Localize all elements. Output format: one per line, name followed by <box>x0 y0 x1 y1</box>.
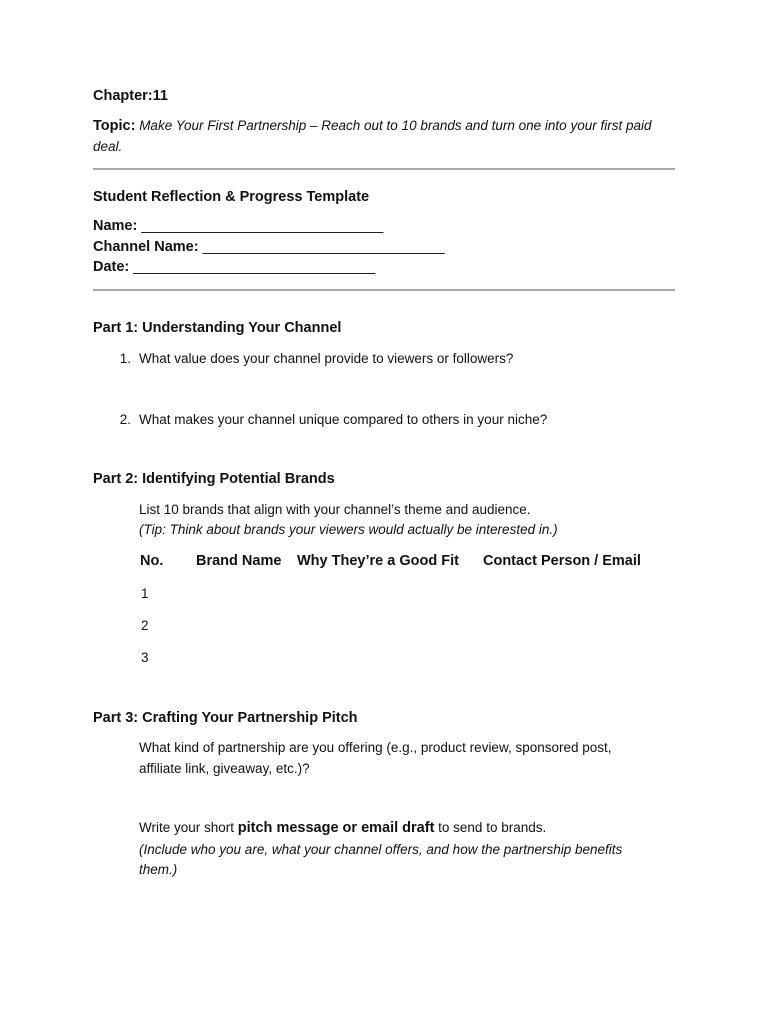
topic-label: Topic: <box>93 118 136 134</box>
name-field <box>93 218 383 234</box>
divider-top <box>93 168 675 170</box>
part2-title: Part 2: Identifying Potential Brands <box>93 471 335 487</box>
topic-line-1 <box>93 118 651 134</box>
table-header-contact: Contact Person / Email <box>483 553 641 569</box>
date-field-label: Date: <box>93 259 130 275</box>
pitch-text-post: to send to brands. <box>434 820 547 835</box>
part3-question-2 <box>139 820 546 836</box>
table-row-number: 1 <box>141 586 149 601</box>
part3-question-1-line-1: What kind of partnership are you offering (e.g., product review, sponsored post, <box>139 740 612 755</box>
pitch-text-pre: Write your short <box>139 820 238 835</box>
question-number: 2. <box>119 412 131 427</box>
part2-instruction: List 10 brands that align with your channel’s theme and audience. <box>139 502 531 517</box>
table-header-good-fit: Why They’re a Good Fit <box>297 553 459 569</box>
name-field-blank: ______________________________ <box>141 218 384 234</box>
table-header-brand-name: Brand Name <box>196 553 282 569</box>
part3-question-1-line-2: affiliate link, giveaway, etc.)? <box>139 761 310 776</box>
pitch-text-bold: pitch message or email draft <box>237 820 435 836</box>
part3-note-line-1: (Include who you are, what your channel offers, and how the partnership benefits <box>139 842 623 857</box>
part1-question-1 <box>107 351 513 366</box>
name-field-label: Name: <box>93 218 138 234</box>
channel-name-field-blank: ______________________________ <box>202 239 445 255</box>
question-text: What makes your channel unique compared to others in your niche? <box>139 412 548 427</box>
part2-tip: (Tip: Think about brands your viewers would actually be interested in.) <box>139 522 558 537</box>
template-title: Student Reflection & Progress Template <box>93 189 370 205</box>
question-text: What value does your channel provide to viewers or followers? <box>139 351 514 366</box>
question-number: 1. <box>119 351 131 366</box>
table-header-no: No. <box>140 553 164 569</box>
part1-question-2 <box>107 412 547 427</box>
table-row-number: 2 <box>141 618 149 633</box>
divider-middle <box>93 289 675 291</box>
date-field-blank: ______________________________ <box>133 259 376 275</box>
table-row-number: 3 <box>141 650 149 665</box>
channel-name-field-label: Channel Name: <box>93 239 199 255</box>
part3-note-line-2: them.) <box>139 862 178 877</box>
date-field <box>93 259 375 275</box>
part3-title: Part 3: Crafting Your Partnership Pitch <box>93 710 358 726</box>
part1-title: Part 1: Understanding Your Channel <box>93 320 342 336</box>
channel-name-field <box>93 239 445 255</box>
topic-text-line-1: Make Your First Partnership – Reach out to 10 brands and turn one into your first paid <box>139 118 652 133</box>
chapter-heading: Chapter:11 <box>93 88 168 104</box>
topic-text-line-2: deal. <box>93 139 123 154</box>
